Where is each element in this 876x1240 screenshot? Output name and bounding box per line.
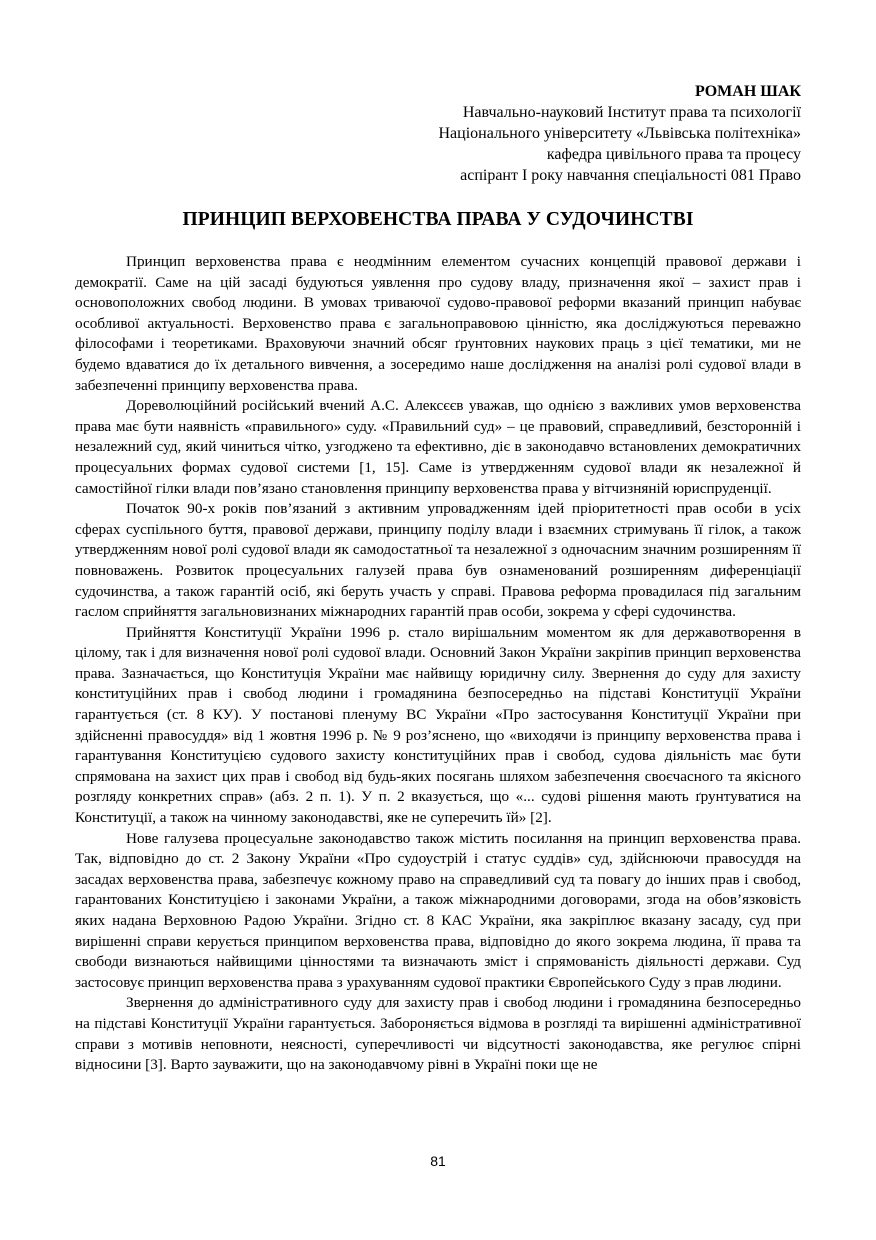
body-paragraph: Початок 90-х років пов’язаний з активним упровадженням ідей пріоритетності прав особи в усіх сферах суспільного буття, правової держави, принципу поділу влади і взаємних стримувань її гілок, а також утвердженням нової ролі судової влади як самодостатньої та незалежної з одночасним значним розширенням її повноважень. Розвиток процесуальних галузей права був ознаменований розширенням диференціації судочинства, а також гарантій осіб, які беруть участь у справі. Правова реформа провадилася під загальним гаслом сприйняття загальновизнаних міжнародних гарантій прав особи, зокрема у сфері судочинства. <box>75 500 801 621</box>
page-number: 81 <box>430 1153 446 1169</box>
affiliation-line: кафедра цивільного права та процесу <box>546 146 801 163</box>
body-paragraph: Принцип верховенства права є неодмінним елементом сучасних концепцій правової держави і демократії. Саме на цій засаді будуються уявлення про судову владу, призначення якої – захист прав і основоположних свобод людини. В умовах триваючої судово-правової реформи вказаний принцип набуває особливої актуальності. Верховенство права є загальноправовою цінністю, яка досліджуються переважно філософами і теоретиками. Враховуючи значний обсяг ґрунтовних наукових праць з цієї тематики, ми не будемо вдаватися до їх детального вивчення, а зосередимо наше дослідження на аналізі ролі судової влади в забезпеченні принципу верховенства права. <box>75 253 801 394</box>
author-name: РОМАН ШАК <box>695 83 801 100</box>
author-block <box>75 82 801 186</box>
article-title: ПРИНЦИП ВЕРХОВЕНСТВА ПРАВА У СУДОЧИНСТВІ <box>182 209 694 230</box>
affiliation-line: Навчально-науковий Інститут права та психології <box>462 104 801 121</box>
article-page <box>75 82 801 1076</box>
affiliation-line: Національного університету «Львівська політехніка» <box>438 125 801 142</box>
article-body <box>75 252 801 1076</box>
affiliation-line: аспірант І року навчання спеціальності 081 Право <box>460 167 801 184</box>
body-paragraph: Звернення до адміністративного суду для захисту прав і свобод людини і громадянина безпосередньо на підставі Конституції України гарантується. Забороняється відмова в розгляді та вирішенні адміністративної справи з мотивів неповноти, неясності, суперечливості чи відсутності законодавства, яке регулює спірні відносини [3]. Варто зауважити, що на законодавчому рівні в Україні поки ще не <box>75 994 801 1074</box>
body-paragraph: Прийняття Конституції України 1996 р. стало вирішальним моментом як для державотворення в цілому, так і для визначення нової ролі судової влади. Основний Закон України закріпив принцип верховенства права. Зазначається, що Конституція України має найвищу юридичну силу. Звернення до суду для захисту конституційних прав і свобод людини і громадянина безпосередньо на підставі Конституції України гарантується (ст. 8 КУ). У постанові пленуму ВС України «Про застосування Конституції України при здійсненні правосуддя» від 1 жовтня 1996 р. № 9 роз’яснено, що «виходячи із принципу верховенства права і гарантування Конституцією судового захисту конституційних прав і свобод, судова діяльність має бути спрямована на захист цих прав і свобод від будь-яких посягань шляхом забезпечення своєчасного та якісного розгляду конкретних справ» (абз. 2 п. 1). У п. 2 вказується, що «... судові рішення мають ґрунтуватися на Конституції, а також на чинному законодавстві, яке не суперечить їй» [2]. <box>75 623 801 827</box>
body-paragraph: Дореволюційний російський вчений А.С. Алексєєв уважав, що однією з важливих умов верховенства права має бути наявність «правильного» суду. «Правильний суд» – це правовий, справедливий, безсторонній і незалежний суд, який чиниться чітко, узгоджено та ефективно, діє в законодавчо встановлених демократичних процесуальних формах судової системи [1, 15]. Саме із утвердженням судової влади як незалежної й самостійної гілки влади пов’язано становлення принципу верховенства права у вітчизняній юриспруденції. <box>75 397 801 497</box>
body-paragraph: Нове галузева процесуальне законодавство також містить посилання на принцип верховенства права. Так, відповідно до ст. 2 Закону України «Про судоустрій і статус суддів» суд, здійснюючи правосуддя на засадах верховенства права, забезпечує кожному право на справедливий суд та повагу до інших прав і свобод, гарантованих Конституцією і законами України, а також міжнародними договорами, згода на обов’язковість яких надана Верховною Радою України. Згідно ст. 8 КАС України, яка закріплює вказану засаду, суд при вирішенні справи керується принципом верховенства права, відповідно до якого зокрема людина, її права та свободи визнаються найвищими цінностями та визначають зміст і спрямованість діяльності держави. Суд застосовує принцип верховенства права з урахуванням судової практики Європейського Суду з прав людини. <box>75 829 801 991</box>
